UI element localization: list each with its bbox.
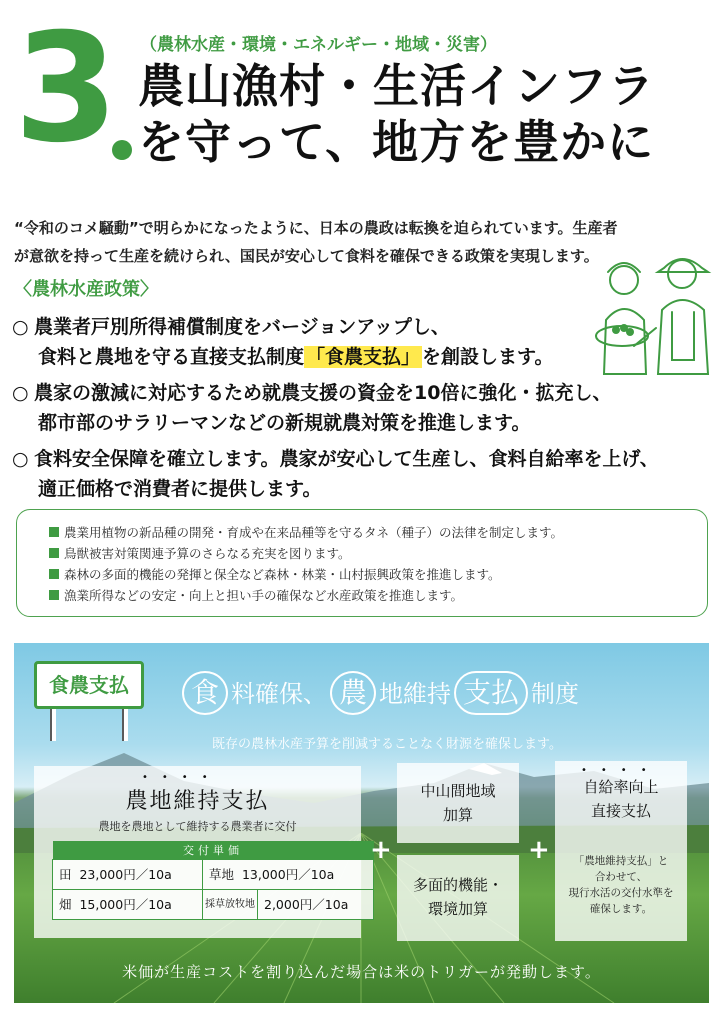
intro-line-1: “令和のコメ騒動”で明らかになったように、日本の農政は転換を迫られています。生産者 <box>14 219 618 237</box>
bullet-circle-icon: ○ <box>12 316 29 338</box>
sign-post <box>50 709 56 741</box>
table-header: 交付単価 <box>53 841 374 859</box>
bullet-circle-icon: ○ <box>12 448 29 470</box>
policy-text: 都市部のサラリーマンなどの新規就農対策を推進します。 <box>38 412 531 434</box>
policy-text: 食料安全保障を確立します。農家が安心して生産し、食料自給率を上げ、 <box>34 448 659 470</box>
shokuno-sign: 食農支払 <box>34 661 144 709</box>
headline-circled-char: 食 <box>182 671 228 715</box>
box-title: 農地維持支払 <box>125 789 270 814</box>
policy-text: を創設します。 <box>422 346 554 368</box>
box-subtitle: 農地を農地として維持する農業者に交付 <box>98 820 297 833</box>
self-sufficiency-payment-box: •••• 自給率向上 直接支払 「農地維持支払」と 合わせて、 現行水活の交付水準を 確保します。 <box>555 761 687 941</box>
shokuno-payment-panel <box>14 643 709 1003</box>
policy-item <box>12 444 659 504</box>
list-item: 漁業所得などの安定・向上と担い手の確保など水産政策を推進します。 <box>49 585 707 606</box>
highlight-term: 「食農支払」 <box>306 346 421 368</box>
sign-post <box>122 709 128 741</box>
table-row: 畑 15,000円／10a 採草放牧地 2,000円／10a <box>53 889 374 919</box>
square-bullet-icon <box>49 569 59 579</box>
policy-item <box>12 378 612 438</box>
farmland-payment-box <box>34 766 361 938</box>
list-item: 鳥獣被害対策関連予算のさらなる充実を図ります。 <box>49 543 707 564</box>
section-subtitle: （農林水産・環境・エネルギー・地域・災害） <box>140 35 497 55</box>
square-bullet-icon <box>49 548 59 558</box>
emphasis-dots: •••• <box>142 772 222 783</box>
section-heading: 〈農林水産政策〉 <box>14 279 158 300</box>
panel-subline: 既存の農林水産予算を削減することなく財源を確保します。 <box>212 737 562 752</box>
square-bullet-icon <box>49 527 59 537</box>
policy-text: 農業者戸別所得補償制度をバージョンアップし、 <box>34 316 450 338</box>
rice-trigger-note: 米価が生産コストを割り込んだ場合は米のトリガーが発動します。 <box>122 963 601 981</box>
headline-circled-char: 農 <box>330 671 376 715</box>
sub-policy-box <box>16 509 708 617</box>
title-line-1: 農山漁村・生活インフラ <box>138 59 655 113</box>
emphasis-dots: •••• <box>581 765 661 776</box>
policy-list <box>12 312 659 510</box>
policy-text: 農家の激減に対応するため就農支援の資金を10倍に強化・拡充し、 <box>34 382 612 404</box>
multifunction-bonus-box: 多面的機能・ 環境加算 <box>397 855 519 941</box>
list-item: 農業用植物の新品種の開発・育成や在来品種等を守るタネ（種子）の法律を制定します。 <box>49 522 707 543</box>
intro-line-2: が意欲を持って生産を続けられ、国民が安心して食料を確保できる政策を実現します。 <box>14 247 599 265</box>
list-item: 森林の多面的機能の発揮と保全など森林・林業・山村振興政策を推進します。 <box>49 564 707 585</box>
mountain-area-bonus-box: 中山間地域 加算 <box>397 763 519 843</box>
page-title <box>138 58 655 170</box>
section-number-dot <box>112 140 132 160</box>
rate-table <box>52 841 374 920</box>
box-note: 「農地維持支払」と 合わせて、 現行水活の交付水準を 確保します。 <box>568 855 674 915</box>
policy-text: 適正価格で消費者に提供します。 <box>38 478 322 500</box>
headline-circled-char: 支払 <box>454 671 528 715</box>
title-line-2: を守って、地方を豊かに <box>138 115 655 169</box>
panel-headline: 食 料確保、 農 地維持 支払 制度 <box>179 671 579 715</box>
section-number: 3 <box>14 2 113 176</box>
plus-sign: + <box>528 835 550 865</box>
plus-sign: + <box>370 835 392 865</box>
policy-item <box>12 312 612 372</box>
policy-text: 食料と農地を守る直接支払制度 <box>38 346 305 368</box>
table-row: 田 23,000円／10a 草地 13,000円／10a <box>53 859 374 889</box>
square-bullet-icon <box>49 590 59 600</box>
bullet-circle-icon: ○ <box>12 382 29 404</box>
